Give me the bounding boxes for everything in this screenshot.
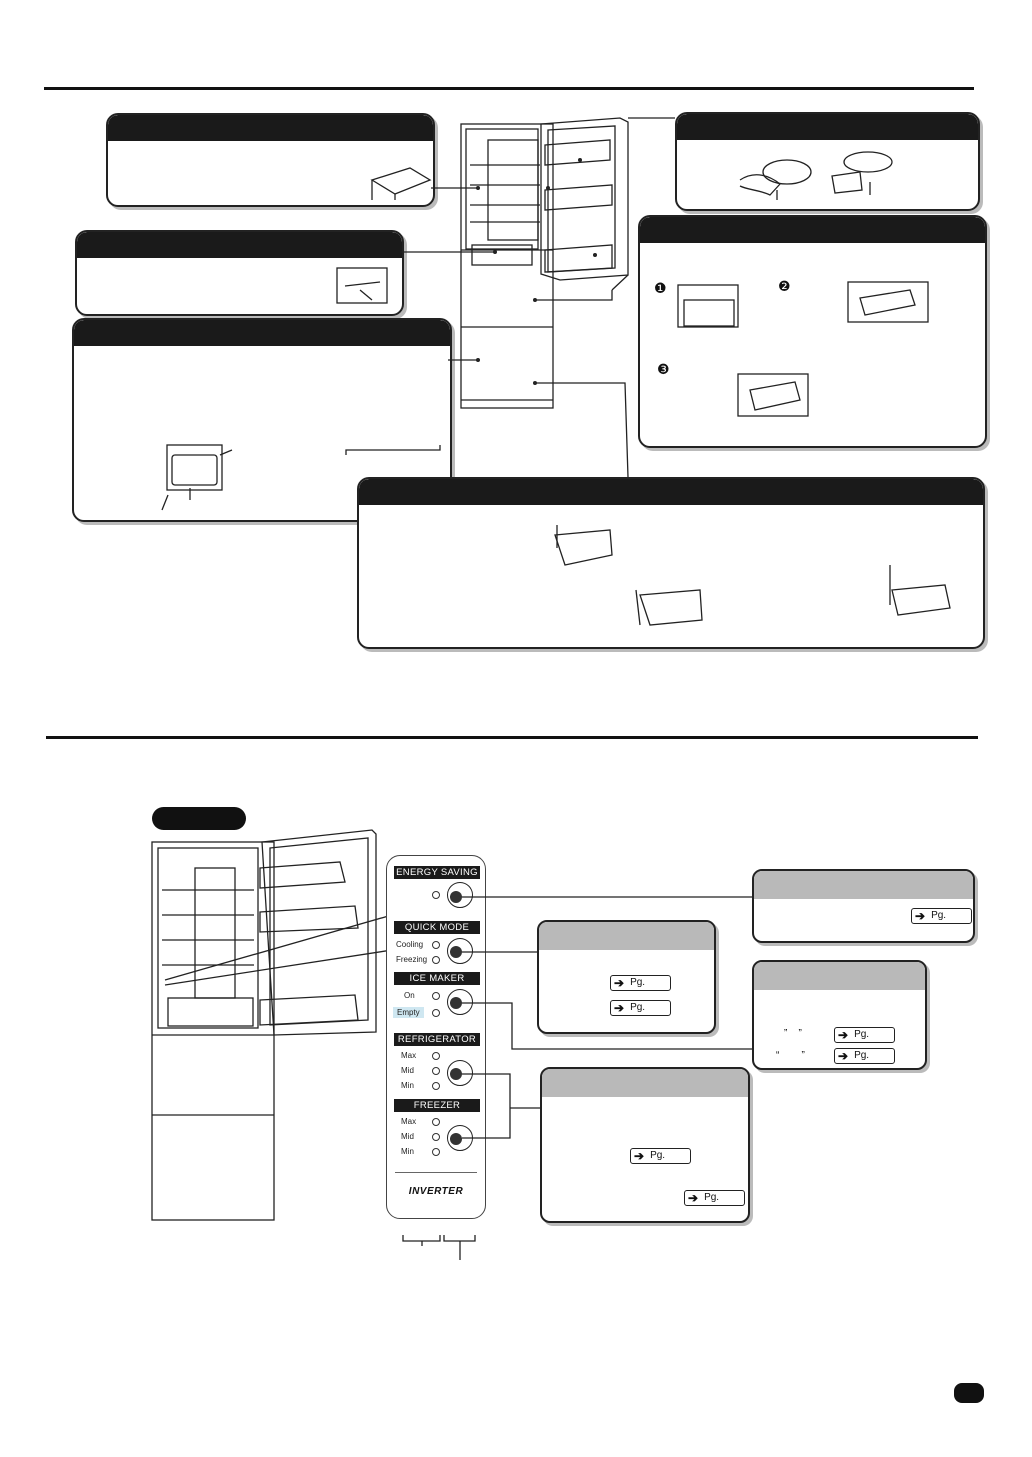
frz-mid-label: Mid [401,1132,414,1141]
ice-empty-page-ref[interactable] [834,1048,895,1064]
arrow-right-icon: ➔ [838,1028,849,1042]
cooling-label: Cooling [396,940,424,949]
ref-max-label: Max [401,1051,417,1060]
upper-illustrations [0,0,1032,700]
refrigerator-page-ref[interactable] [630,1148,691,1164]
arrow-right-icon: ➔ [838,1049,849,1063]
energy-saving-info-box [752,869,975,943]
arrow-right-icon: ➔ [614,976,625,990]
quote-marks-1: ” ” [784,1028,802,1039]
page-ref-label: Pg. [854,1029,870,1040]
arrow-right-icon: ➔ [915,909,926,923]
ref-min-label: Min [401,1081,414,1090]
arrow-right-icon: ➔ [634,1149,645,1163]
energy-saving-title: ENERGY SAVING [394,866,480,879]
fridge-cabinet [461,124,553,408]
ice-maker-title: ICE MAKER [394,972,480,985]
step-number-2: ❷ [778,279,791,295]
bottom-section-rule [46,736,978,739]
page-ref-label: Pg. [630,977,646,988]
frz-max-label: Max [401,1117,417,1126]
freezing-label: Freezing [396,955,428,964]
freezer-title: FREEZER [394,1099,480,1112]
quick-cooling-page-ref[interactable] [610,975,671,991]
info-box-header [754,871,973,899]
energy-saving-page-ref[interactable] [911,908,972,924]
info-box-header [539,922,714,950]
page-ref-label: Pg. [931,910,947,921]
page-ref-label: Pg. [630,1002,646,1013]
step-number-3: ❸ [657,362,670,378]
arrow-right-icon: ➔ [688,1191,699,1205]
page-ref-label: Pg. [650,1150,666,1161]
page-ref-label: Pg. [854,1050,870,1061]
refrigerator-title: REFRIGERATOR [394,1033,480,1046]
quick-mode-title: QUICK MODE [394,921,480,934]
arrow-right-icon: ➔ [614,1001,625,1015]
page-ref-label: Pg. [704,1192,720,1203]
ice-on-page-ref[interactable] [834,1027,895,1043]
quick-freezing-page-ref[interactable] [610,1000,671,1016]
ice-on-label: On [404,991,415,1000]
page-number-tab [954,1383,984,1403]
ice-empty-label: Empty [393,1007,424,1018]
ref-mid-label: Mid [401,1066,414,1075]
quote-marks-2: “ ” [776,1050,805,1061]
info-box-header [542,1069,748,1097]
inverter-logo: INVERTER [408,1186,464,1197]
freezer-page-ref[interactable] [684,1190,745,1206]
step-number-1: ❶ [654,281,667,297]
frz-min-label: Min [401,1147,414,1156]
info-box-header [754,962,925,990]
